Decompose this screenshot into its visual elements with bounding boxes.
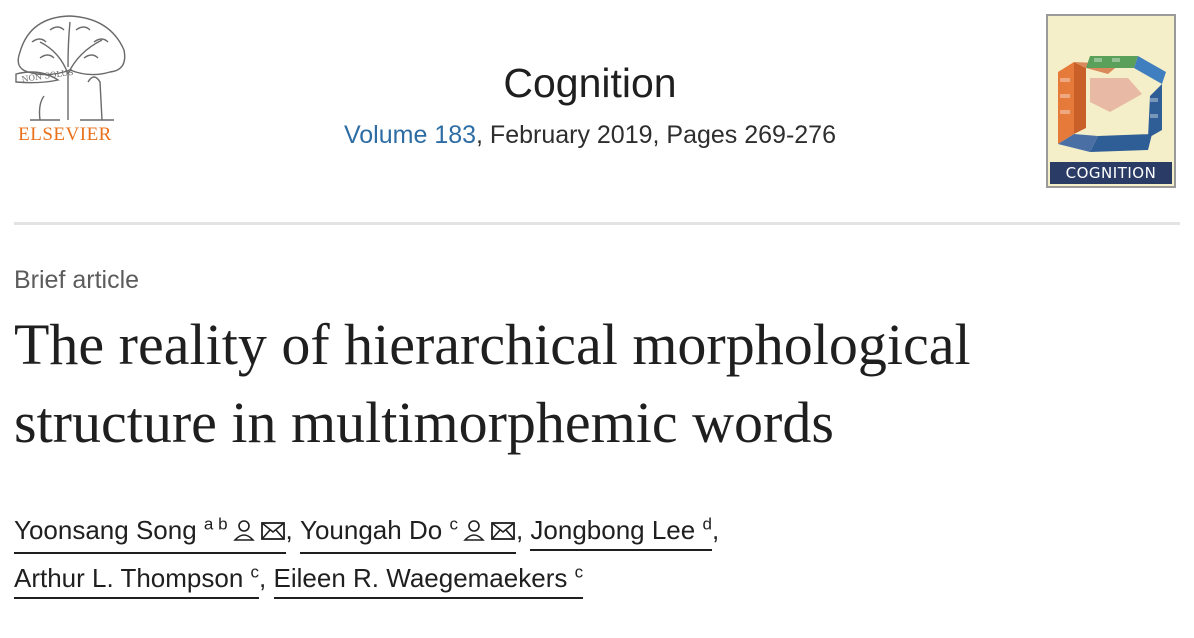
author-link[interactable] — [274, 561, 584, 599]
author-affiliation: a b — [203, 514, 228, 534]
article-title — [14, 306, 1184, 462]
issue-details: , February 2019, Pages 269-276 — [476, 121, 836, 149]
author-link[interactable] — [14, 513, 286, 554]
journal-cover-image — [1050, 38, 1172, 166]
author-separator: , — [285, 515, 293, 545]
author-link[interactable] — [300, 513, 516, 554]
journal-info — [290, 56, 890, 150]
author-separator: , — [711, 515, 720, 545]
article-header — [0, 0, 1194, 222]
article-type: Brief article — [14, 266, 140, 294]
author-separator: , — [515, 515, 524, 545]
svg-text:NON SOLUS: NON SOLUS — [21, 67, 75, 84]
journal-cover-link[interactable] — [1046, 14, 1176, 188]
cover-label: COGNITION — [1050, 162, 1172, 184]
author-affiliation: c — [449, 514, 458, 534]
author-name: Eileen R. Waegemaekers — [273, 563, 568, 593]
person-icon — [232, 516, 256, 550]
article-title-line-1: The reality of hierarchical morphological — [14, 312, 971, 377]
author-list — [14, 506, 1184, 602]
author-affiliation: d — [702, 514, 712, 534]
envelope-icon — [490, 516, 516, 550]
article-title-line-2: structure in multimorphemic words — [14, 390, 834, 455]
author-name: Jongbong Lee — [530, 515, 696, 545]
author-link[interactable] — [14, 561, 259, 599]
person-icon — [462, 516, 486, 550]
header-divider — [14, 222, 1180, 225]
publisher-name: ELSEVIER — [18, 124, 112, 145]
author-affiliation: c — [250, 562, 260, 582]
author-link[interactable] — [530, 513, 712, 551]
envelope-icon — [260, 516, 286, 550]
author-name: Arthur L. Thompson — [14, 563, 244, 593]
author-name: Youngah Do — [300, 515, 443, 545]
author-separator: , — [259, 563, 267, 593]
elsevier-tree-logo-icon — [10, 12, 132, 124]
author-name: Yoonsang Song — [14, 515, 197, 545]
journal-title-link[interactable]: Cognition — [503, 60, 677, 106]
issue-line — [290, 120, 890, 150]
author-affiliation: c — [574, 562, 584, 582]
volume-link[interactable]: Volume 183 — [343, 121, 477, 149]
